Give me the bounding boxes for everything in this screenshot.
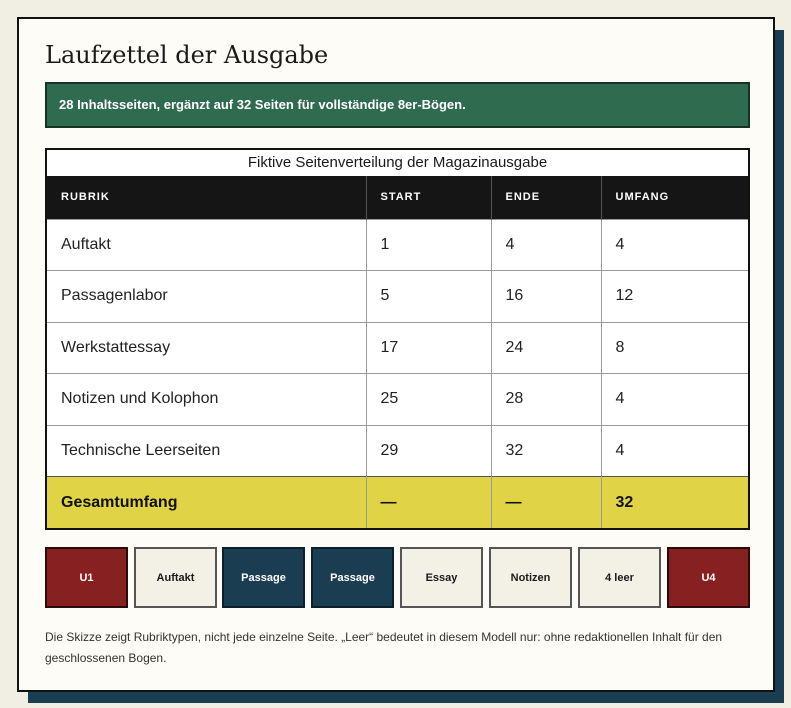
- sheet-u4: U4: [667, 547, 750, 608]
- cell-rubrik: Auftakt: [47, 219, 366, 271]
- cell-start: 17: [366, 322, 491, 374]
- page-distribution-table: [45, 148, 750, 530]
- sheet-passage: Passage: [311, 547, 394, 608]
- sheet-essay: Essay: [400, 547, 483, 608]
- cell-umfang: 8: [601, 322, 748, 374]
- cell-rubrik: Notizen und Kolophon: [47, 374, 366, 426]
- total-umfang: 32: [601, 477, 748, 529]
- table-row: [47, 374, 748, 426]
- header-start: START: [366, 176, 491, 219]
- cell-ende: 28: [491, 374, 601, 426]
- cell-ende: 24: [491, 322, 601, 374]
- header-rubrik: RUBRIK: [47, 176, 366, 219]
- table-header-row: [47, 176, 748, 219]
- table-row: [47, 219, 748, 271]
- footnote: Die Skizze zeigt Rubriktypen, nicht jede einzelne Seite. „Leer“ bedeutet in diesem Modell nur: ohne redaktionellen Inhalt für den geschlossenen Bogen.: [45, 630, 723, 665]
- cell-rubrik: Passagenlabor: [47, 271, 366, 323]
- routing-slip-card: [17, 17, 775, 692]
- sheet-notizen: Notizen: [489, 547, 572, 608]
- sheet-strip: [45, 547, 750, 608]
- cell-start: 1: [366, 219, 491, 271]
- total-ende: —: [491, 477, 601, 529]
- cell-umfang: 4: [601, 374, 748, 426]
- table: [47, 176, 748, 528]
- cell-start: 29: [366, 425, 491, 477]
- total-label: Gesamtumfang: [47, 477, 366, 529]
- total-row: [47, 477, 748, 529]
- sheet-leer: 4 leer: [578, 547, 661, 608]
- table-row: [47, 322, 748, 374]
- sheet-auftakt: Auftakt: [134, 547, 217, 608]
- table-row: [47, 425, 748, 477]
- table-caption: Fiktive Seitenverteilung der Magazinausgabe: [247, 154, 548, 171]
- header-ende: ENDE: [491, 176, 601, 219]
- sheet-u1: U1: [45, 547, 128, 608]
- total-start: —: [366, 477, 491, 529]
- cell-rubrik: Werkstattessay: [47, 322, 366, 374]
- page-title: Laufzettel der Ausgabe: [45, 41, 329, 69]
- cell-start: 25: [366, 374, 491, 426]
- table-row: [47, 271, 748, 323]
- cell-umfang: 4: [601, 425, 748, 477]
- cell-umfang: 4: [601, 219, 748, 271]
- header-umfang: UMFANG: [601, 176, 748, 219]
- summary-banner: 28 Inhaltsseiten, ergänzt auf 32 Seiten für vollständige 8er-Bögen.: [45, 82, 750, 128]
- cell-rubrik: Technische Leerseiten: [47, 425, 366, 477]
- sheet-passage: Passage: [222, 547, 305, 608]
- cell-ende: 16: [491, 271, 601, 323]
- cell-ende: 32: [491, 425, 601, 477]
- cell-start: 5: [366, 271, 491, 323]
- cell-ende: 4: [491, 219, 601, 271]
- cell-umfang: 12: [601, 271, 748, 323]
